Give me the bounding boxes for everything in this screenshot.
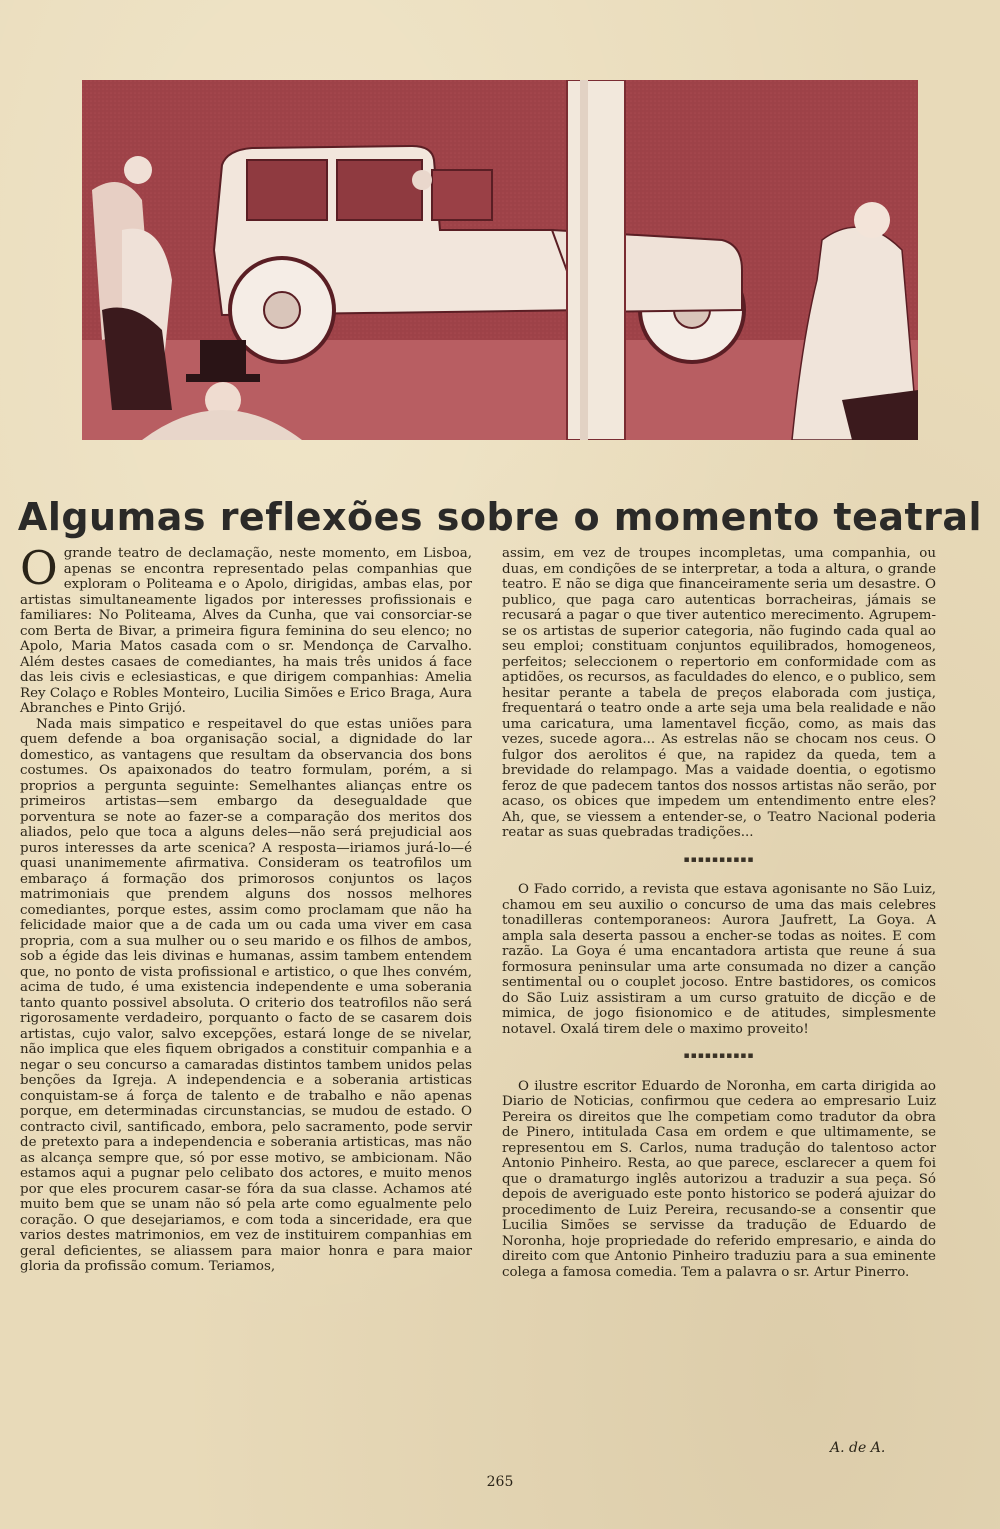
article-title: Algumas reflexões sobre o momento teatral (17, 495, 983, 540)
author-signature: A. de A. (830, 1440, 886, 1456)
theatre-car-illustration (82, 80, 918, 440)
paragraph-opening-text: grande teatro de declamação, neste momento, em Lisboa, apenas se encontra representado pelas companhias que exploram o Politeama e o Apolo, dirigidas, ambas elas, por artistas simultaneamente ligados por interesses profissionais e familiares: No Politeama, Alves da Cunha, que vai consorciar-se com Berta de Bivar, a primeira figura feminina do seu elenco; no Apolo, Maria Matos casada com o sr. Mendonça de Carvalho. Além destes casaes de comediantes, ha mais três unidos á face das leis civis e eclesiasticas, e que dirigem companhias: Amelia Rey Colaço e Robles Monteiro, Lucilia Simões e Erico Braga, Aura Abranches e Pinto Grijó. (20, 546, 472, 716)
paragraph-fado-corrido: O Fado corrido, a revista que estava agonisante no São Luiz, chamou em seu auxilio o concurso de uma das mais celebres tonadilleras contemporaneos: Aurora Jaufrett, La Goya. A ampla sala deserta passou a encher-se todas as noites. E com razão. La Goya é uma encantadora artista que reune á sua formosura peninsular uma arte consumada no dizer a canção sentimental ou o couplet jocoso. Entre bastidores, os comicos do São Luiz assistiram a um curso gratuito de dicção e de mimica, de jogo fisionomico e de atitudes, simplesmente notavel. Oxalá tirem dele o maximo proveito! (502, 882, 936, 1037)
paragraph-opening (20, 541, 472, 717)
paragraph-continuation: assim, em vez de troupes incompletas, uma companhia, ou duas, em condições de se interpretar, a toda a altura, o grande teatro. E não se diga que financeiramente seria um desastre. O publico, que paga caro autenticas borracheiras, jámais se recusará a pagar o que tiver autentico merecimento. Agrupem-se os artistas de superior categoria, não fugindo cada qual ao seu emploi; constituam conjuntos equilibrados, homogeneos, perfeitos; seleccionem o repertorio em conformidade com as aptidões, os recursos, as faculdades do elenco, e o publico, sem hesitar perante a tabela de preços elaborada com justiça, frequentará o teatro onde a arte seja uma bela realidade e não uma caricatura, uma lamentavel ficção, como, as mais das vezes, sucede agora... As estrelas não se chocam nos ceus. O fulgor dos aerolitos é que, na rapidez da queda, tem a brevidade do relampago. Mas a vaidade doentia, o egotismo feroz de que padecem tantos dos nossos artistas não serão, por acaso, os obices que impedem um entendimento entre eles? Ah, que, se viessem a entender-se, o Teatro Nacional poderia reatar as suas quebradas tradições... (502, 546, 936, 840)
left-column (20, 541, 472, 1275)
section-separator: ▪▪▪▪▪▪▪▪▪▪ (683, 1051, 755, 1061)
illustration-caption-dots (82, 440, 918, 450)
right-column (502, 546, 936, 1280)
section-separator: ▪▪▪▪▪▪▪▪▪▪ (683, 854, 755, 865)
dropcap: O (20, 541, 58, 595)
paragraph-noronha: O ilustre escritor Eduardo de Noronha, em carta dirigida ao Diario de Noticias, confirmou que cedera ao empresario Luiz Pereira os direitos que lhe competiam como tradutor da obra de Pinero, intitulada Casa em ordem e que ultimamente, se representou em S. Carlos, numa tradução do talentoso actor Antonio Pinheiro. Resta, ao que parece, esclarecer a quem foi que o dramaturgo inglês autorizou a traduzir a sua peça. Só depois de averiguado este ponto historico se poderá ajuizar do procedimento de Luiz Pereira, recusando-se a consentir que Lucilia Simões se servisse da tradução de Eduardo de Noronha, hoje propriedade do referido empresario, e ainda do direito com que Antonio Pinheiro traduziu para a sua eminente colega a famosa comedia. Tem a palavra o sr. Artur Pinerro. (502, 1078, 936, 1280)
page-number: 265 (486, 1474, 514, 1490)
paragraph-marriages: Nada mais simpatico e respeitavel do que estas uniões para quem defende a boa organisação social, a dignidade do lar domestico, as vantagens que resultam da observancia dos bons costumes. Os apaixonados do teatro formulam, porém, a si proprios a pergunta seguinte: Semelhantes alianças entre os primeiros artistas—sem embargo da desegualdade que porventura se note ao fazer-se a comparação dos meritos dos aliados, pelo que toca a alguns deles—não será prejudicial aos puros interesses da arte scenica? A resposta—iriamos jurá-lo—é quasi unanimemente afirmativa. Consideram os teatrofilos um embaraço á formação dos primorosos conjuntos os laços matrimoniais que prendem alguns dos nossos melhores comediantes, porque estes, assim como proclamam que não ha felicidade maior que a de cada um ou cada uma viver em casa propria, com a sua mulher ou o seu marido e os filhos de ambos, sob a égide das leis divinas e humanas, assim tambem entendem que, no ponto de vista profissional e artistico, o que lhes convém, acima de tudo, é uma existencia independente e uma soberania tanto quanto possivel absoluta. O criterio dos teatrofilos não será rigorosamente verdadeiro, porquanto o facto de se casarem dois artistas, cujo valor, salvo excepções, estará longe de se nivelar, não implica que eles fiquem obrigados a constituir companhia e a negar o seu concurso a camaradas distintos tambem unidos pelas benções da Igreja. A independencia e a soberania artisticas conquistam-se á força de talento e de trabalho e não apenas porque, em determinadas circunstancias, se mudou de estado. O contracto civil, santificado, embora, pelo sacramento, pode servir de pretexto para a independencia e soberania artisticas, mas não as alcança sempre que, só por esse motivo, se ambicionam. Não estamos aqui a pugnar pelo celibato dos actores, e muito menos por que eles procurem casar-se fóra da sua classe. Achamos até muito bem que se unam não só pela arte como egualmente pelo coração. O que desejariamos, e com toda a sinceridade, era que varios destes matrimonios, em vez de instituirem companhias em geral deficientes, se aliassem para maior honra e para maior gloria da profissão comum. Teriamos, (20, 716, 472, 1274)
